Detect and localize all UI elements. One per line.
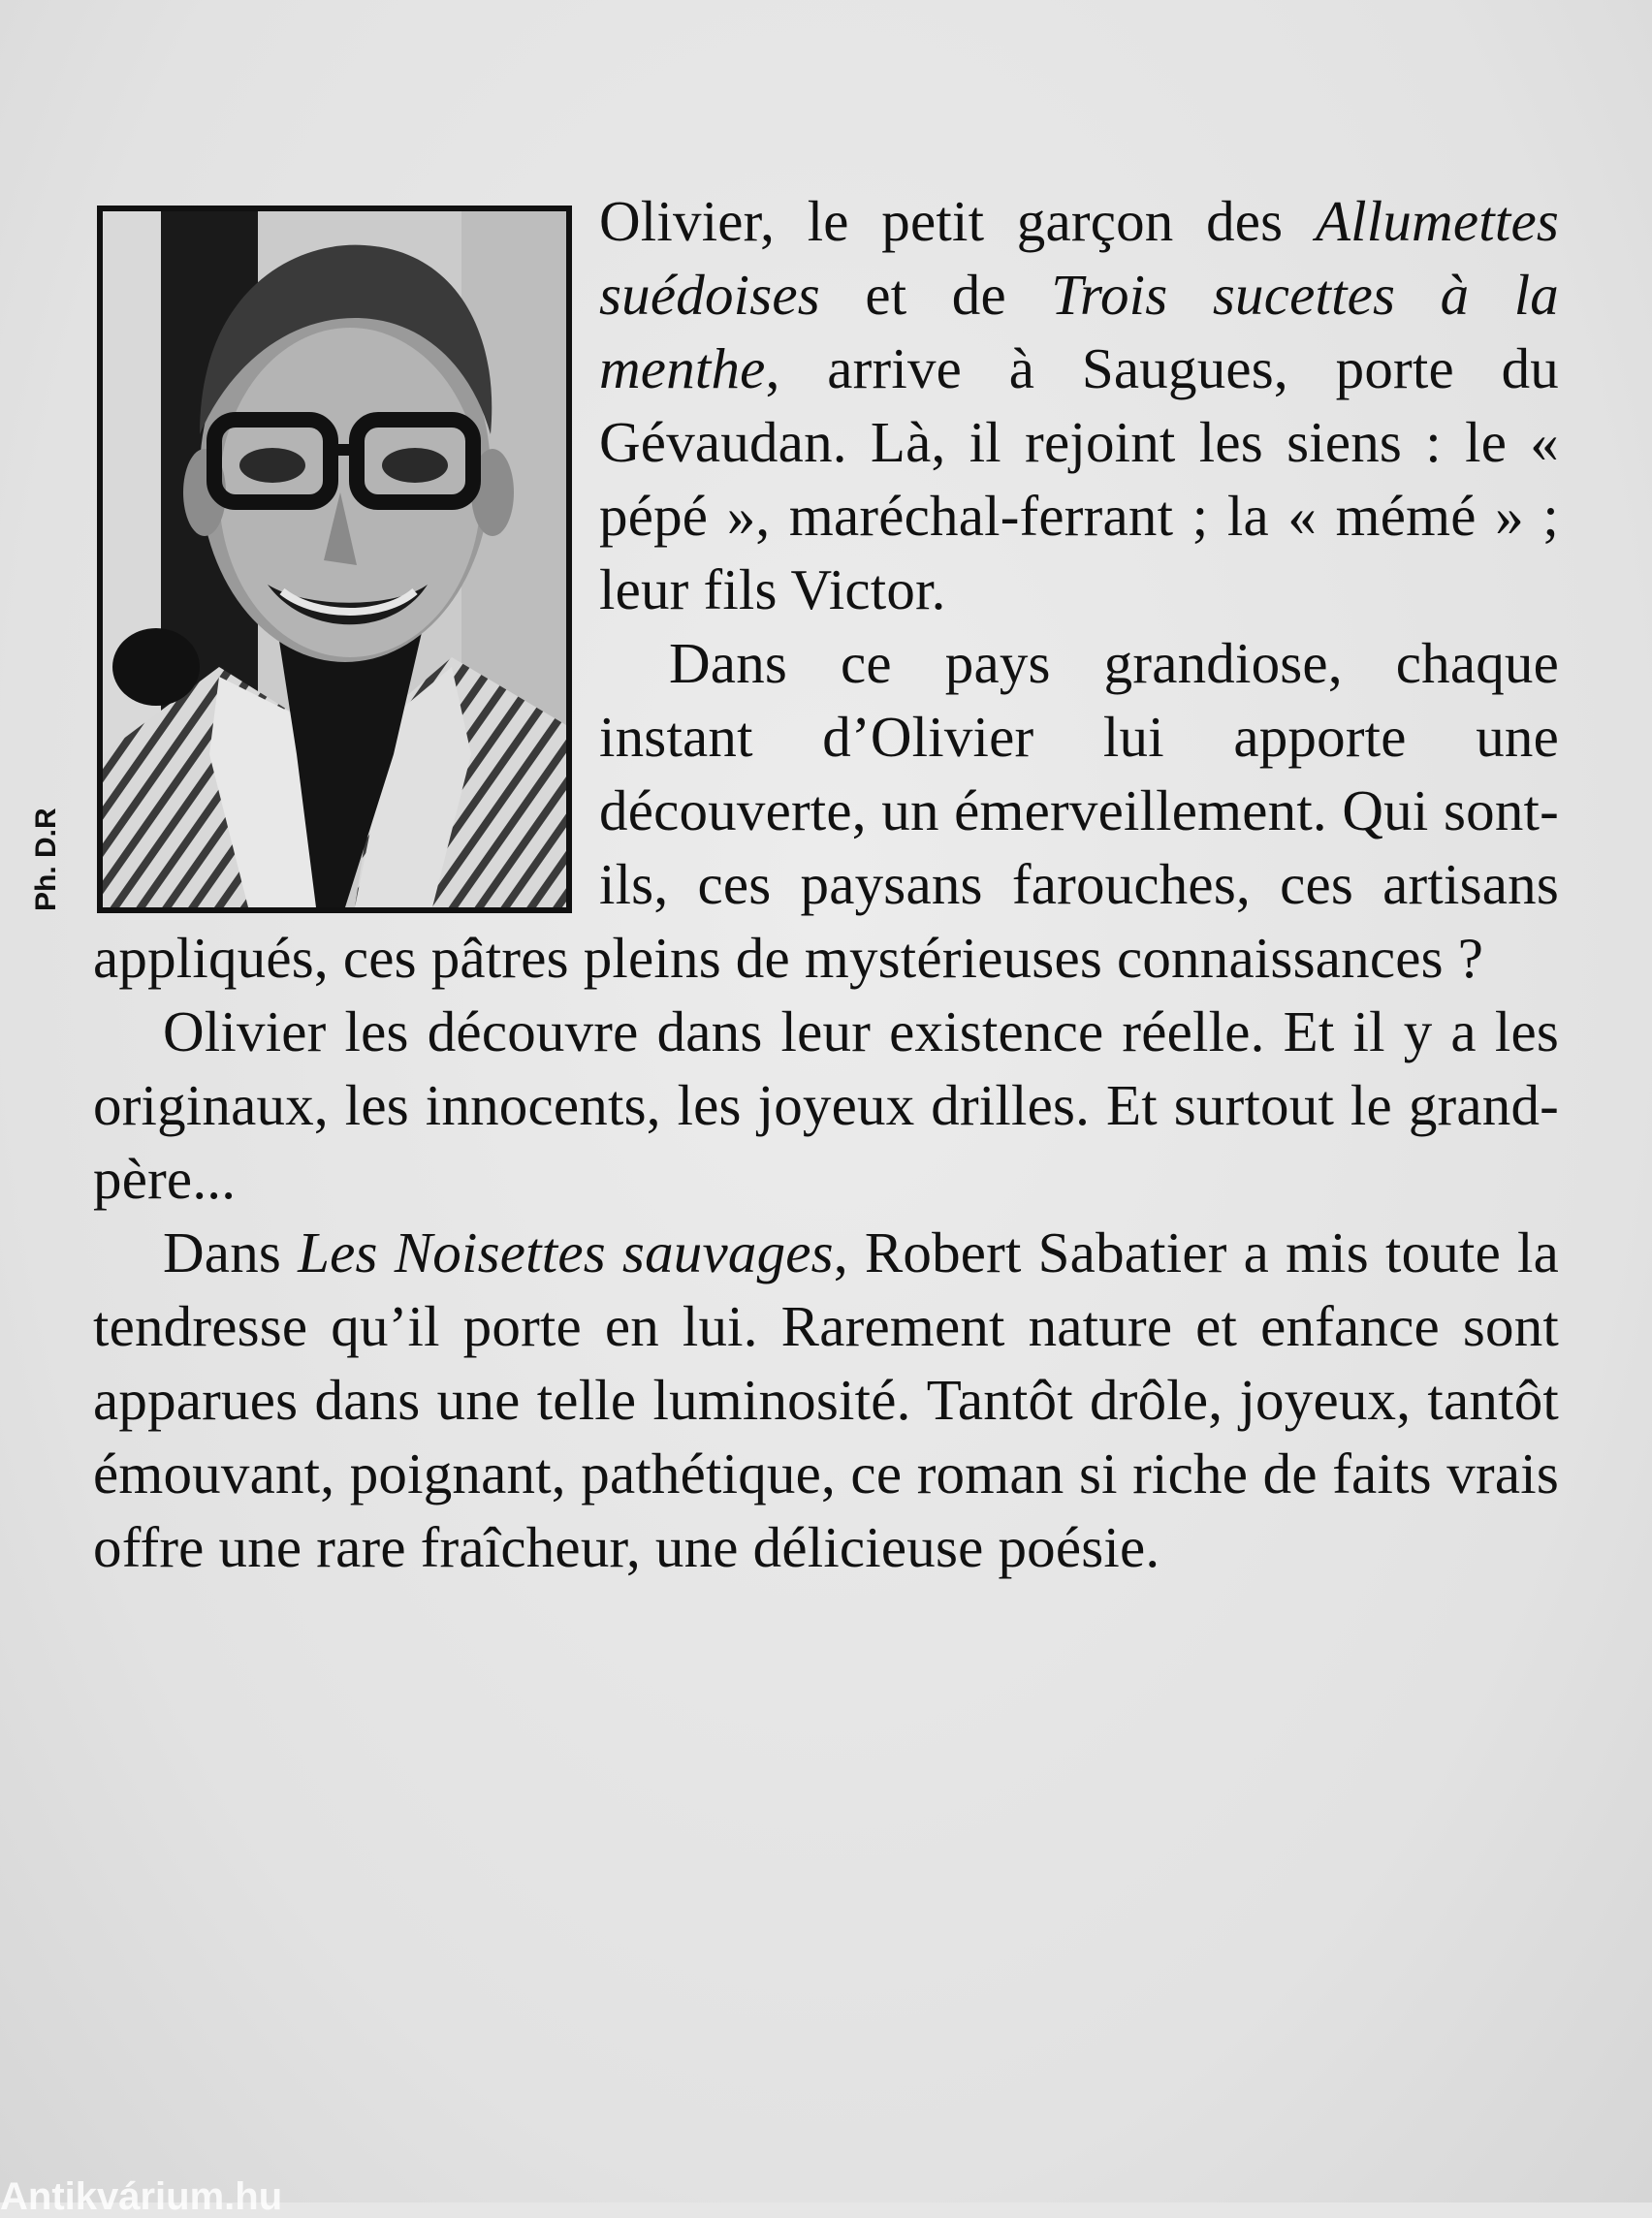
author-photo: [97, 206, 572, 913]
p1-title-2: Trois sucettes à la menthe: [599, 263, 1560, 400]
author-portrait-graphic: [103, 211, 566, 907]
p1-text-2: et de: [819, 263, 1052, 327]
p1-text-3: , arrive à Saugues, porte du Gévaudan. Là, il rejoint les siens : le « pépé », maréchal-ferrant ; la « mémé » ; leur fils Victor.: [599, 336, 1559, 621]
p4-text-1: Dans: [163, 1220, 299, 1284]
paragraph-2: Dans ce pays grandiose, chaque instant d’Olivier lui apporte une découverte, un émerveillement. Qui sont-ils, ces paysans farouches, ces artisans appliqués, ces pâtres pleins de mystérieuses connaissances ?: [93, 631, 1559, 990]
p4-title: Les Noisettes sauvages: [298, 1220, 834, 1284]
watermark: Antikvárium.hu: [0, 2175, 283, 2218]
p1-title-1: Allumettes suédoises: [599, 189, 1559, 327]
paragraph-3: Olivier les découvre dans leur existence réelle. Et il y a les originaux, les innocents, les joyeux drilles. Et surtout le grand-père...: [93, 999, 1559, 1211]
p1-text-1: Olivier, le petit garçon des: [599, 189, 1316, 253]
blurb-text: [93, 184, 1559, 1584]
paragraph-4: [93, 1216, 1559, 1584]
photo-credit: Ph. D.R: [30, 808, 62, 911]
p4-text-2: , Robert Sabatier a mis toute la tendresse qu’il porte en lui. Rarement nature et enfance sont apparues dans une telle luminosité. Tantôt drôle, joyeux, tantôt émouvant, poignant, pathétique, ce roman si riche de faits vrais offre une rare fraîcheur, une délicieuse poésie.: [93, 1220, 1559, 1579]
